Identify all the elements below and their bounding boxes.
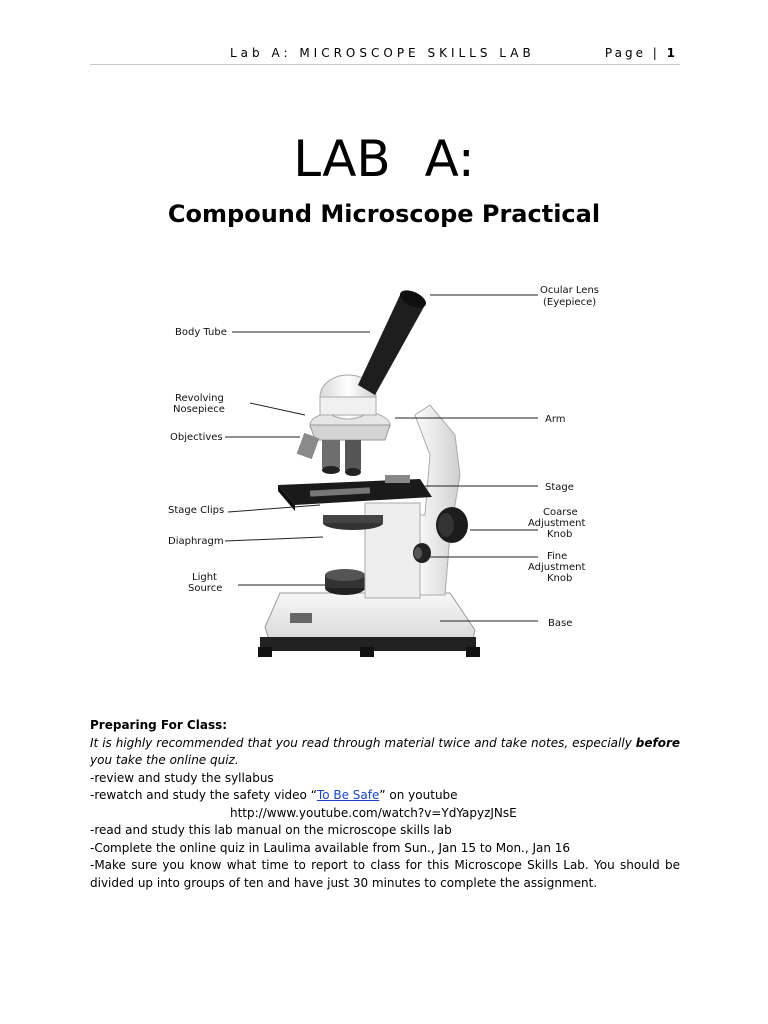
- label-coarse: Coarse: [543, 507, 578, 518]
- list-item: -Complete the online quiz in Laulima available from Sun., Jan 15 to Mon., Jan 16: [90, 840, 571, 855]
- list-item: [90, 787, 680, 805]
- label-diaphragm: Diaphragm: [168, 536, 224, 547]
- label-arm: Arm: [545, 414, 566, 425]
- label-base: Base: [548, 618, 573, 629]
- item2-suffix: ” on youtube: [379, 788, 458, 802]
- header-page-label: Page |: [604, 46, 667, 60]
- page-title: LAB A:: [293, 130, 475, 188]
- label-stage-clips: Stage Clips: [168, 505, 225, 516]
- list-item: -Make sure you know what time to report to class for this Microscope Skills Lab. You should be divided up into groups of ten and have just 30 minutes to complete the assignment.: [90, 858, 680, 890]
- microscope-svg: [160, 275, 620, 685]
- label-fine-adjustment: Adjustment: [528, 562, 586, 573]
- microscope-diagram: [160, 275, 620, 685]
- label-fine-knob: Knob: [547, 573, 573, 584]
- section-heading: Preparing For Class:: [90, 718, 228, 732]
- label-body-tube: Body Tube: [175, 327, 227, 338]
- diaphragm: [323, 515, 383, 530]
- label-source: Source: [188, 583, 223, 594]
- intro-bold: before: [635, 735, 680, 750]
- list-item: -review and study the syllabus: [90, 770, 274, 785]
- label-revolving: Revolving: [175, 393, 224, 404]
- page-subtitle: Compound Microscope Practical: [167, 200, 601, 228]
- safety-video-link[interactable]: To Be Safe: [316, 788, 380, 802]
- list-item: -read and study this lab manual on the microscope skills lab: [90, 823, 452, 837]
- label-nosepiece: Nosepiece: [173, 404, 225, 415]
- header-page: [605, 46, 678, 60]
- intro-text-2: you take the online quiz.: [90, 753, 239, 767]
- item2-prefix: -rewatch and study the safety video “: [90, 788, 317, 802]
- label-stage: Stage: [545, 482, 574, 493]
- page-header: [90, 44, 680, 65]
- header-page-number: 1: [666, 46, 678, 60]
- body-tube: [358, 287, 429, 395]
- light-source: [325, 569, 365, 595]
- fine-adjustment-knob: [413, 543, 431, 563]
- label-light: Light: [192, 572, 217, 583]
- label-coarse-adjustment: Adjustment: [528, 518, 586, 529]
- label-objectives: Objectives: [170, 432, 223, 443]
- video-url: http://www.youtube.com/watch?v=YdYapyzJNsE: [230, 805, 517, 820]
- intro-paragraph: [90, 735, 680, 770]
- preparing-section: [90, 717, 680, 892]
- label-eyepiece: (Eyepiece): [543, 297, 597, 308]
- label-fine: Fine: [547, 551, 568, 562]
- coarse-adjustment-knob: [436, 507, 468, 543]
- intro-text-1: It is highly recommended that you read through material twice and take notes, especially: [90, 735, 636, 750]
- label-coarse-knob: Knob: [547, 529, 573, 540]
- label-ocular-lens: Ocular Lens: [540, 285, 599, 296]
- microscope-base: [258, 593, 480, 657]
- header-title: Lab A: MICROSCOPE SKILLS LAB: [230, 46, 535, 60]
